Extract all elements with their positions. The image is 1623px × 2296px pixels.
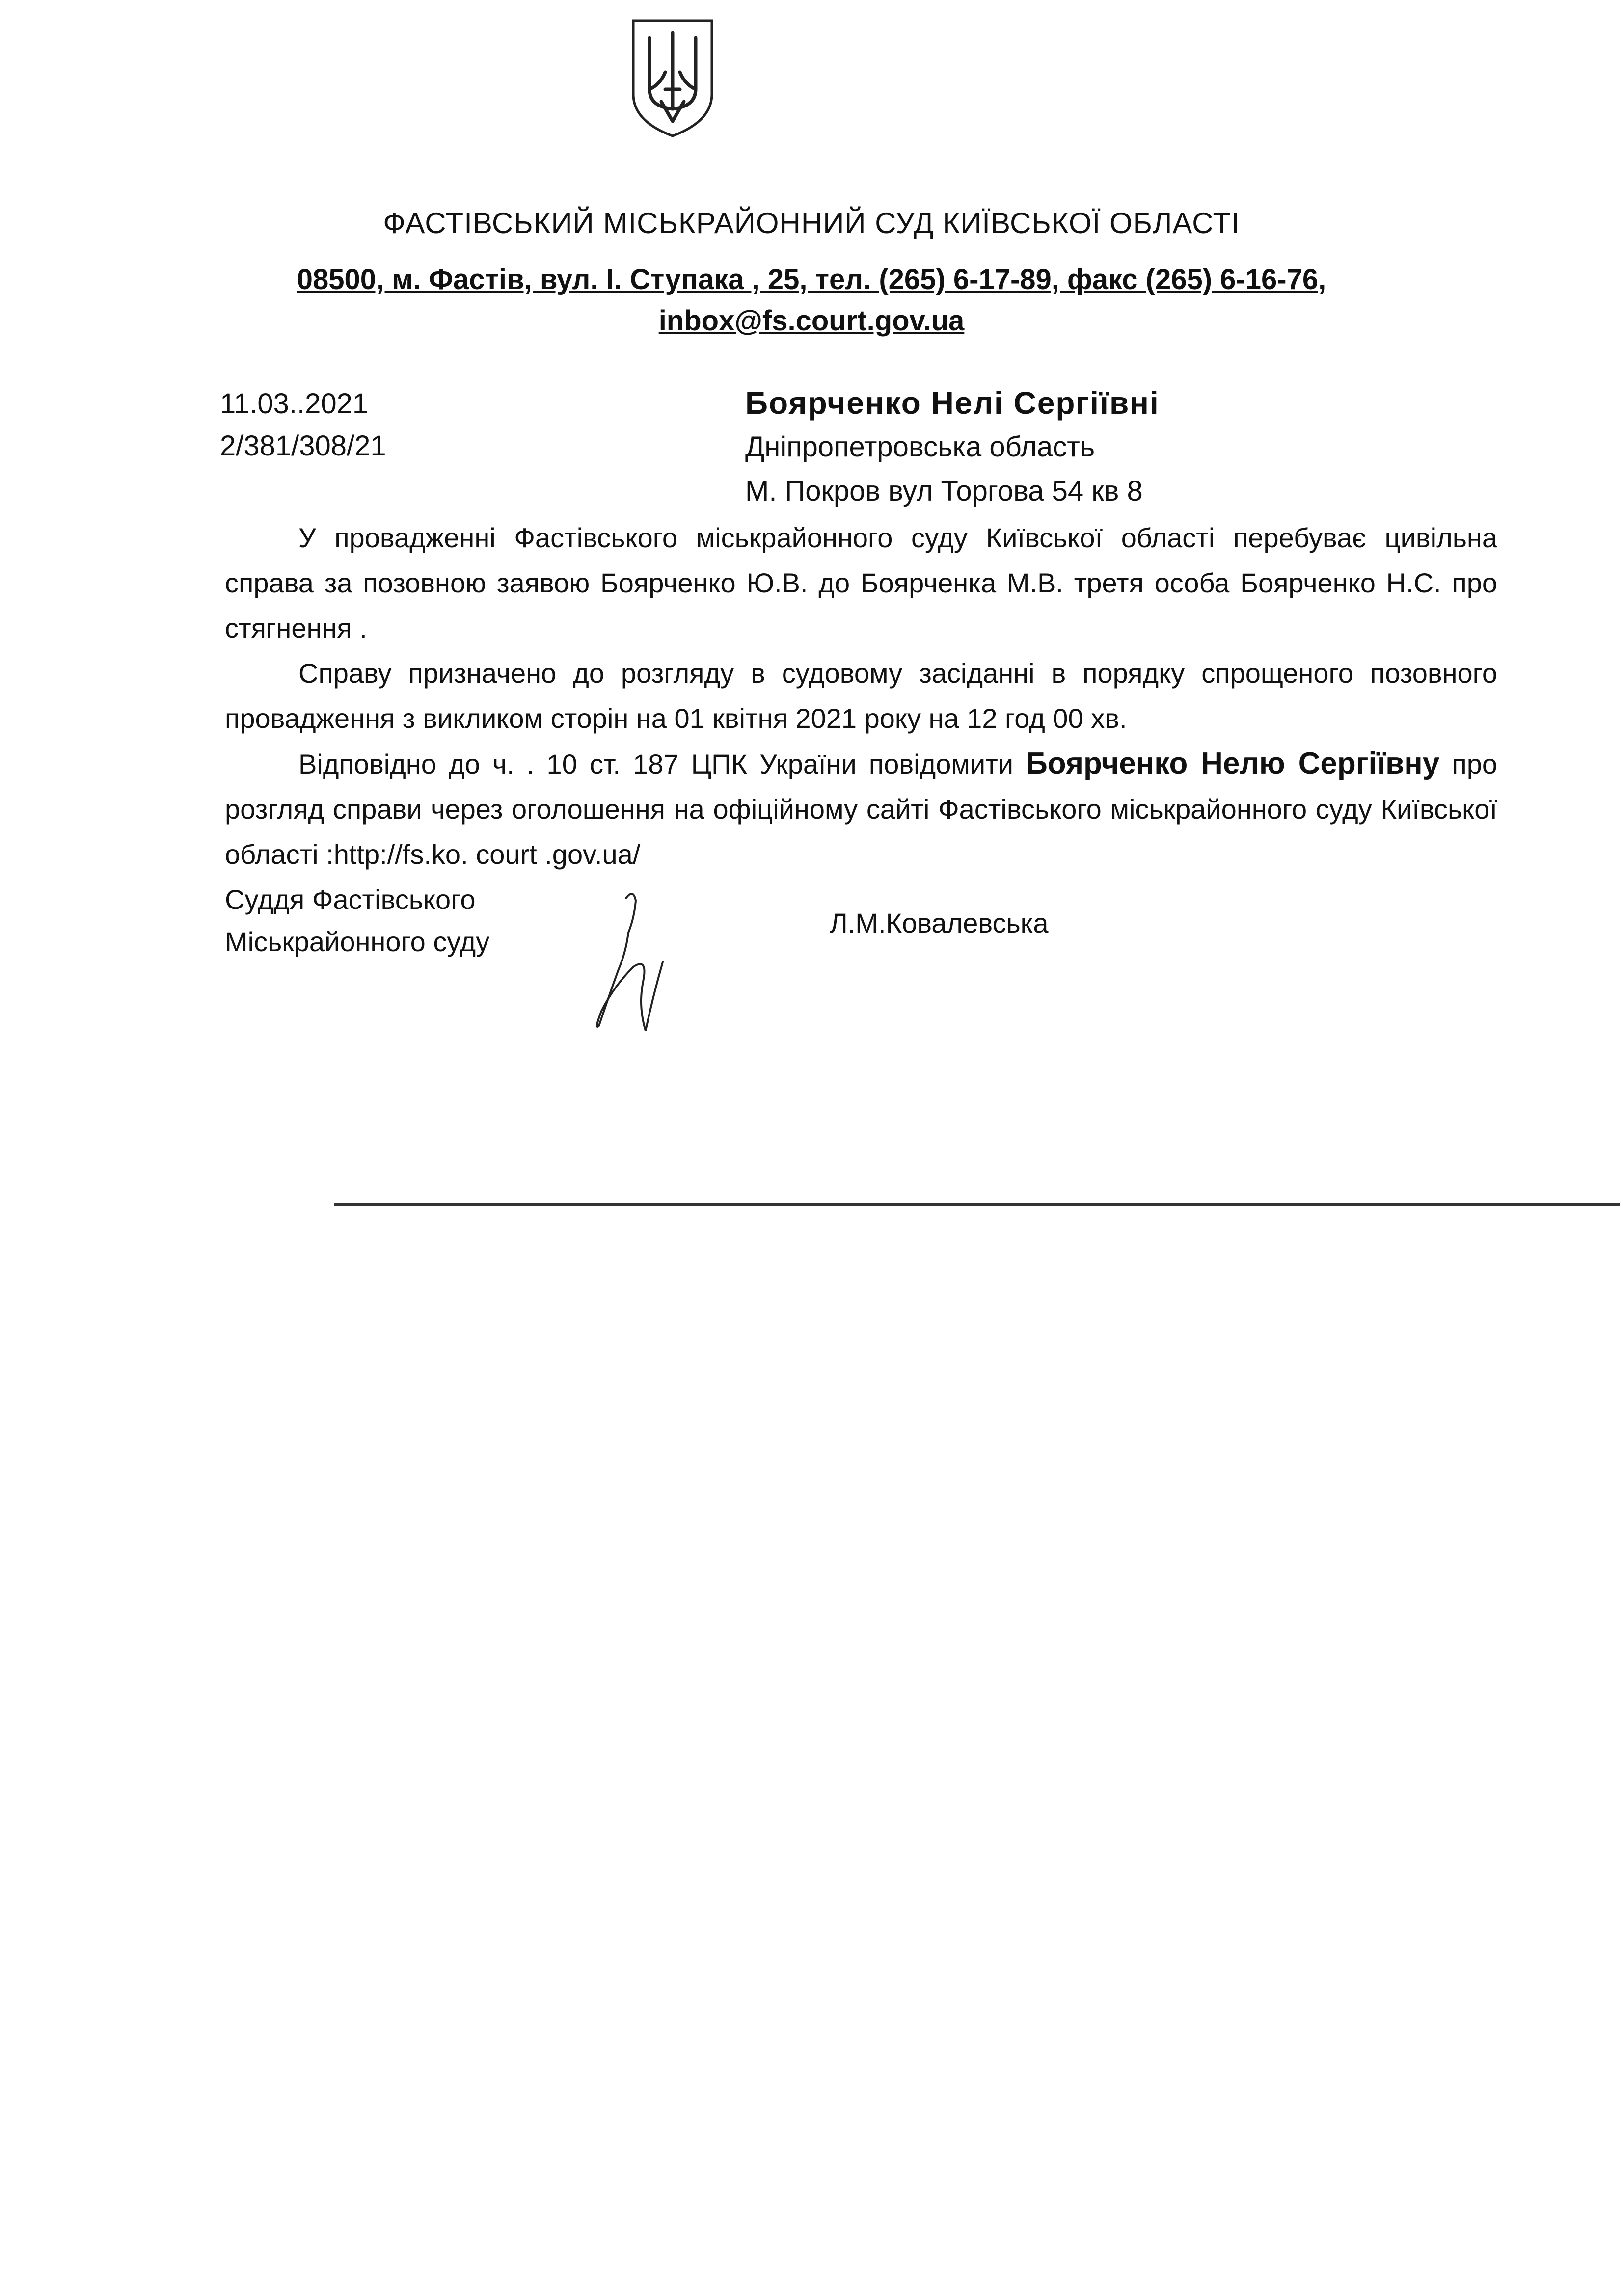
handwritten-signature: [579, 883, 697, 1041]
address-line: 08500, м. Фастів, вул. І. Ступака , 25, тел. (265) 6-17-89, факс (265) 6-16-76,: [297, 264, 1326, 295]
position-line-1: Суддя Фастівського: [225, 884, 476, 915]
coat-of-arms-icon: [626, 16, 719, 138]
letter-body: [225, 515, 1497, 877]
judge-position: [225, 879, 489, 963]
judge-name: Л.М.Ковалевська: [830, 908, 1049, 938]
divider-line: [334, 1203, 1620, 1206]
recipient-street: М. Покров вул Торгова 54 кв 8: [745, 475, 1143, 507]
recipient-name: Боярченко Нелі Сергіївні: [745, 385, 1160, 421]
notice-prefix: Відповідно до ч. . 10 ст. 187 ЦПК України повідомити: [298, 748, 1026, 779]
paragraph-notice: [225, 741, 1497, 877]
document-meta: [220, 383, 386, 467]
position-line-2: Міськрайонного суду: [225, 926, 490, 957]
recipient-region: Дніпропетровська область: [745, 431, 1095, 463]
recipient-block: [745, 381, 1160, 513]
paragraph-case: У провадженні Фастівського міськрайонного суду Київської області перебуває цивільна справа за позовною заявою Боярченко Ю.В. до Боярченка М.В. третя особа Боярченко Н.С. про стягнення .: [225, 522, 1497, 643]
document-date: 11.03..2021: [220, 388, 369, 420]
reference-number: 2/381/308/21: [220, 430, 386, 462]
notice-recipient-name: Боярченко Нелю Сергіївну: [1026, 747, 1440, 780]
court-email: inbox@fs.court.gov.ua: [658, 305, 965, 337]
paragraph-hearing: Справу призначено до розгляду в судовому засіданні в порядку спрощеного позовного провадження з викликом сторін на 01 квітня 2021 року на 12 год 00 хв.: [225, 658, 1497, 734]
court-address: [0, 259, 1623, 342]
notice-suffix: про розгляд справи через оголошення на офіційному сайті Фастівського міськрайонного суду Київської області :http://fs.ko. court .gov.ua/: [225, 748, 1497, 870]
court-name: ФАСТІВСЬКИЙ МІСЬКРАЙОННИЙ СУД КИЇВСЬКОЇ ОБЛАСТІ: [383, 207, 1240, 240]
